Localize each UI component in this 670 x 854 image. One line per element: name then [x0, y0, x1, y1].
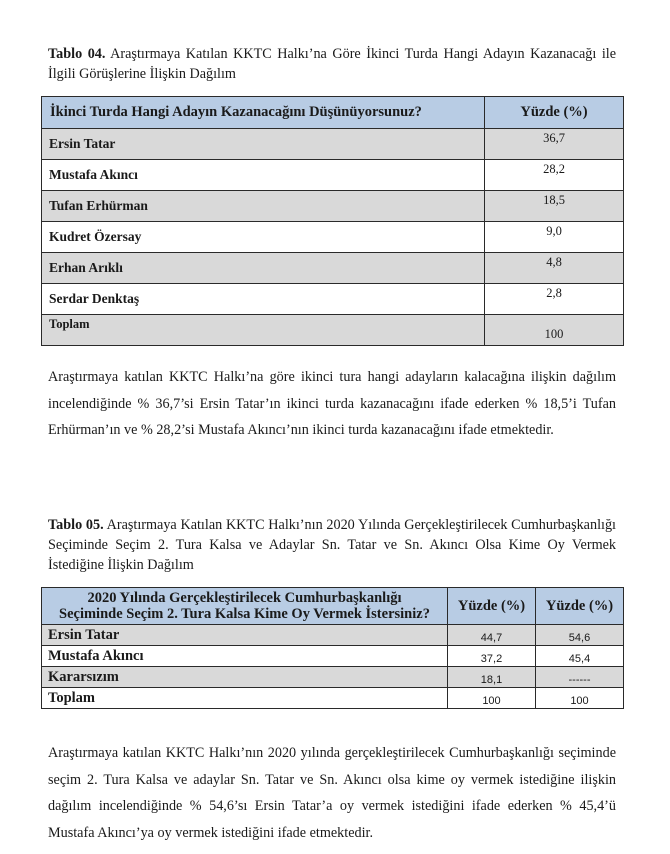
- table05-header-row: [42, 588, 624, 625]
- table04: [41, 96, 624, 346]
- percent-value-2: 54,6: [536, 625, 624, 646]
- table04-header-question: İkinci Turda Hangi Adayın Kazanacağını Düşünüyorsunuz?: [42, 97, 485, 129]
- total-label: Toplam: [42, 688, 448, 709]
- table04-header-row: [42, 97, 624, 129]
- table05-caption-text: Araştırmaya Katılan KKTC Halkı’nın 2020 Yılında Gerçekleştirilecek Cumhurbaşkanlığı Seçiminde Seçim 2. Tura Kalsa ve Adaylar Sn. Tatar ve Sn. Akıncı Olsa Kime Oy Vermek İstediğine İlişkin Dağılım: [48, 517, 616, 573]
- percent-value: 18,5: [485, 191, 624, 222]
- percent-value-1: 18,1: [448, 667, 536, 688]
- table05-header-percent-1: Yüzde (%): [448, 588, 536, 625]
- paragraph-1: Araştırmaya katılan KKTC Halkı’na göre ikinci tura hangi adayların kalacağına ilişkin dağılım incelendiğinde % 36,7’si Ersin Tatar’ın ikinci turda kazanacağını ifade ederken % 18,5’i Tufan Erhürman’ın ve % 28,2’si Mustafa Akıncı’nın ikinci turda kazanacağını ifade etmektedir.: [48, 369, 616, 438]
- table-total-row: [42, 315, 624, 346]
- table05-caption-label: Tablo 05.: [48, 517, 104, 533]
- candidate-name: Kudret Özersay: [42, 222, 485, 253]
- percent-value: 9,0: [485, 222, 624, 253]
- table-row: [42, 284, 624, 315]
- table04-caption-text: Araştırmaya Katılan KKTC Halkı’na Göre İkinci Turda Hangi Adayın Kazanacağı ile İlgili Görüşlerine İlişkin Dağılım: [48, 46, 616, 82]
- percent-value: 2,8: [485, 284, 624, 315]
- table05-header-question: [42, 588, 448, 625]
- table-row: [42, 222, 624, 253]
- candidate-name: Tufan Erhürman: [42, 191, 485, 222]
- percent-value-1: 44,7: [448, 625, 536, 646]
- table05: [41, 587, 624, 709]
- percent-value-2: 45,4: [536, 646, 624, 667]
- table05-caption: [48, 515, 616, 575]
- total-label: Toplam: [42, 315, 485, 346]
- table-row: [42, 129, 624, 160]
- total-value-2: 100: [536, 688, 624, 709]
- table-row: [42, 253, 624, 284]
- candidate-name: Kararsızım: [42, 667, 448, 688]
- table04-caption-label: Tablo 04.: [48, 46, 106, 62]
- table-total-row: [42, 688, 624, 709]
- candidate-name: Ersin Tatar: [42, 129, 485, 160]
- table-row: [42, 191, 624, 222]
- table-row: [42, 625, 624, 646]
- percent-value: 4,8: [485, 253, 624, 284]
- table-row: [42, 646, 624, 667]
- candidate-name: Erhan Arıklı: [42, 253, 485, 284]
- percent-value: 28,2: [485, 160, 624, 191]
- candidate-name: Serdar Denktaş: [42, 284, 485, 315]
- paragraph-2: Araştırmaya katılan KKTC Halkı’nın 2020 yılında gerçekleştirilecek Cumhurbaşkanlığı seçiminde seçim 2. Tura Kalsa ve adaylar Sn. Tatar ve Sn. Akıncı olsa kime oy vermek istediğine ilişkin dağılım incelendiğinde % 54,6’sı Ersin Tatar’a oy vermek istediğini ifade ederken % 45,4’ü Mustafa Akıncı’ya oy vermek istediğini ifade etmektedir.: [48, 745, 616, 841]
- header-question-line2: Seçiminde Seçim 2. Tura Kalsa Kime Oy Vermek İstersiniz?: [59, 606, 430, 622]
- percent-value-1: 37,2: [448, 646, 536, 667]
- table-row: [42, 667, 624, 688]
- candidate-name: Mustafa Akıncı: [42, 160, 485, 191]
- total-value-1: 100: [448, 688, 536, 709]
- candidate-name: Ersin Tatar: [42, 625, 448, 646]
- header-question-line1: 2020 Yılında Gerçekleştirilecek Cumhurbaşkanlığı: [87, 590, 402, 606]
- percent-value-2: ------: [536, 667, 624, 688]
- percent-value: 36,7: [485, 129, 624, 160]
- candidate-name: Mustafa Akıncı: [42, 646, 448, 667]
- table05-header-percent-2: Yüzde (%): [536, 588, 624, 625]
- total-value: 100: [485, 315, 624, 346]
- table04-caption: [48, 44, 616, 84]
- table-row: [42, 160, 624, 191]
- table04-header-percent: Yüzde (%): [485, 97, 624, 129]
